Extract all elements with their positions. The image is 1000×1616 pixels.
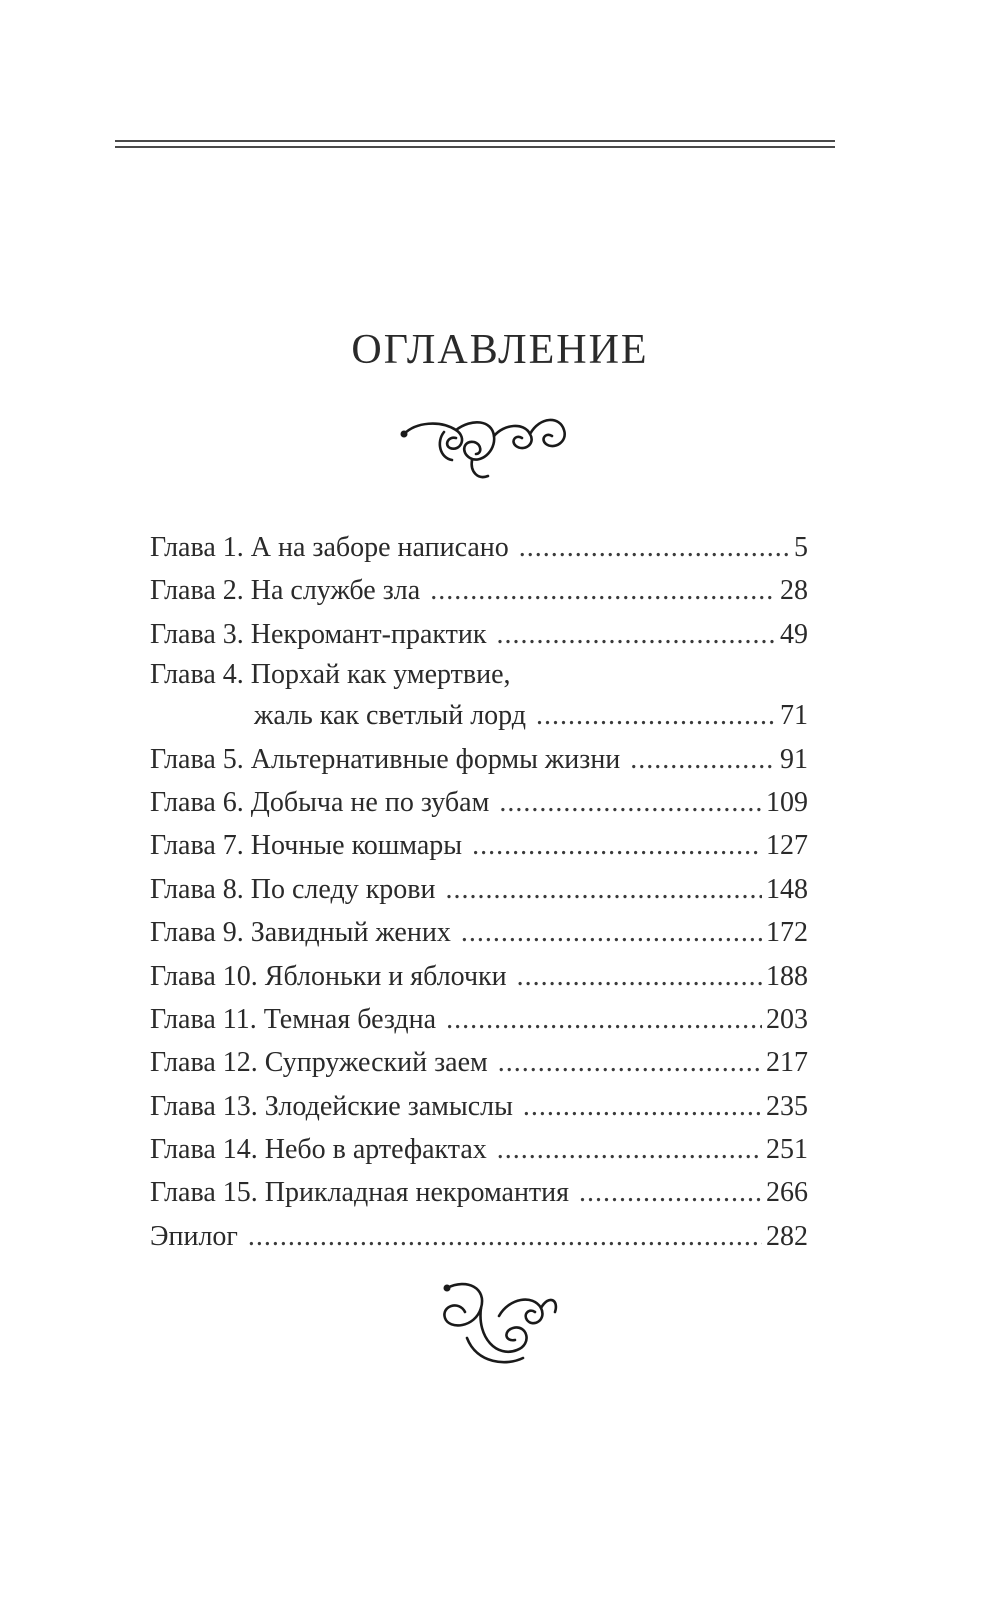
toc-leader-dots xyxy=(519,526,790,569)
toc-leader-dots xyxy=(496,613,776,656)
toc-row-continuation xyxy=(150,694,808,737)
toc-leader-dots xyxy=(497,1128,762,1171)
toc-page-number: 109 xyxy=(766,786,808,818)
toc-entry-title: Глава 11. Темная бездна xyxy=(150,1003,437,1035)
toc-leader-dots xyxy=(446,998,762,1041)
toc-row xyxy=(150,1171,808,1214)
toc-page-number: 217 xyxy=(766,1047,808,1079)
toc-row xyxy=(150,911,808,954)
header-double-rule-top xyxy=(115,140,835,142)
toc-entry-title-continuation: жаль как светлый лорд xyxy=(254,700,527,732)
toc-entry-title: Глава 2. На службе зла xyxy=(150,575,421,607)
toc-leader-dots xyxy=(579,1171,762,1214)
toc-page-number: 235 xyxy=(766,1090,808,1122)
toc-row xyxy=(150,824,808,867)
toc-row xyxy=(150,955,808,998)
toc-leader-dots xyxy=(499,781,762,824)
toc-leader-dots xyxy=(523,1085,762,1128)
toc-entry-title: Глава 1. А на заборе написано xyxy=(150,532,509,563)
toc-page-number: 91 xyxy=(780,743,808,775)
toc-leader-dots xyxy=(498,1041,762,1084)
toc-entry-title: Глава 15. Прикладная некромантия xyxy=(150,1177,570,1209)
flourish-ornament-icon xyxy=(437,1278,562,1366)
toc-row xyxy=(150,656,808,694)
toc-entry-title: Глава 3. Некромант-практик xyxy=(150,618,487,650)
toc-entry-title: Глава 9. Завидный жених xyxy=(150,917,451,949)
toc-leader-dots xyxy=(446,868,763,911)
toc-page-number: 127 xyxy=(766,830,808,862)
toc-row xyxy=(150,1215,808,1258)
toc-entry-title: Глава 6. Добыча не по зубам xyxy=(150,786,490,818)
toc-leader-dots xyxy=(248,1215,762,1258)
toc-row xyxy=(150,526,808,569)
toc-entry-title: Глава 7. Ночные кошмары xyxy=(150,830,463,862)
toc-row xyxy=(150,781,808,824)
toc-row xyxy=(150,569,808,612)
toc-page-number: 282 xyxy=(766,1220,808,1252)
toc-entry-title: Глава 12. Супружеский заем xyxy=(150,1047,488,1079)
flourish-ornament-icon xyxy=(400,408,570,488)
toc-leader-dots xyxy=(472,824,762,867)
page-title: ОГЛАВЛЕНИЕ xyxy=(351,327,649,373)
toc-row xyxy=(150,868,808,911)
toc-entry-title: Глава 10. Яблоньки и яблочки xyxy=(150,960,507,992)
toc-leader-dots xyxy=(461,911,762,954)
toc-page-number: 251 xyxy=(766,1134,808,1166)
toc-page-number: 266 xyxy=(766,1177,808,1209)
toc-entry-title: Глава 14. Небо в артефактах xyxy=(150,1134,487,1166)
toc-page-number: 28 xyxy=(780,575,808,607)
toc-row xyxy=(150,613,808,656)
toc-row xyxy=(150,1085,808,1128)
toc-row xyxy=(150,1128,808,1171)
toc-page-number: 172 xyxy=(766,917,808,949)
toc-entry-title: Глава 5. Альтернативные формы жизни xyxy=(150,743,621,775)
toc-row xyxy=(150,1041,808,1084)
toc-leader-dots xyxy=(517,955,762,998)
toc-entry-title: Глава 4. Порхай как умертвие, xyxy=(150,659,511,691)
toc-page-number: 188 xyxy=(766,960,808,992)
toc-leader-dots xyxy=(430,569,776,612)
toc-row xyxy=(150,998,808,1041)
header-double-rule-bottom xyxy=(115,146,835,148)
toc-page-number: 203 xyxy=(766,1003,808,1035)
toc-entry-title: Глава 13. Злодейские замыслы xyxy=(150,1090,513,1122)
table-of-contents xyxy=(150,526,808,1258)
toc-page-number: 71 xyxy=(780,700,808,732)
toc-entry-title: Эпилог xyxy=(150,1220,238,1252)
toc-leader-dots xyxy=(536,694,776,737)
toc-row xyxy=(150,738,808,781)
toc-page-number: 148 xyxy=(766,873,808,905)
toc-entry-title: Глава 8. По следу крови xyxy=(150,873,436,905)
toc-page-number: 5 xyxy=(794,532,808,563)
toc-leader-dots xyxy=(630,738,776,781)
toc-page-number: 49 xyxy=(780,618,808,650)
